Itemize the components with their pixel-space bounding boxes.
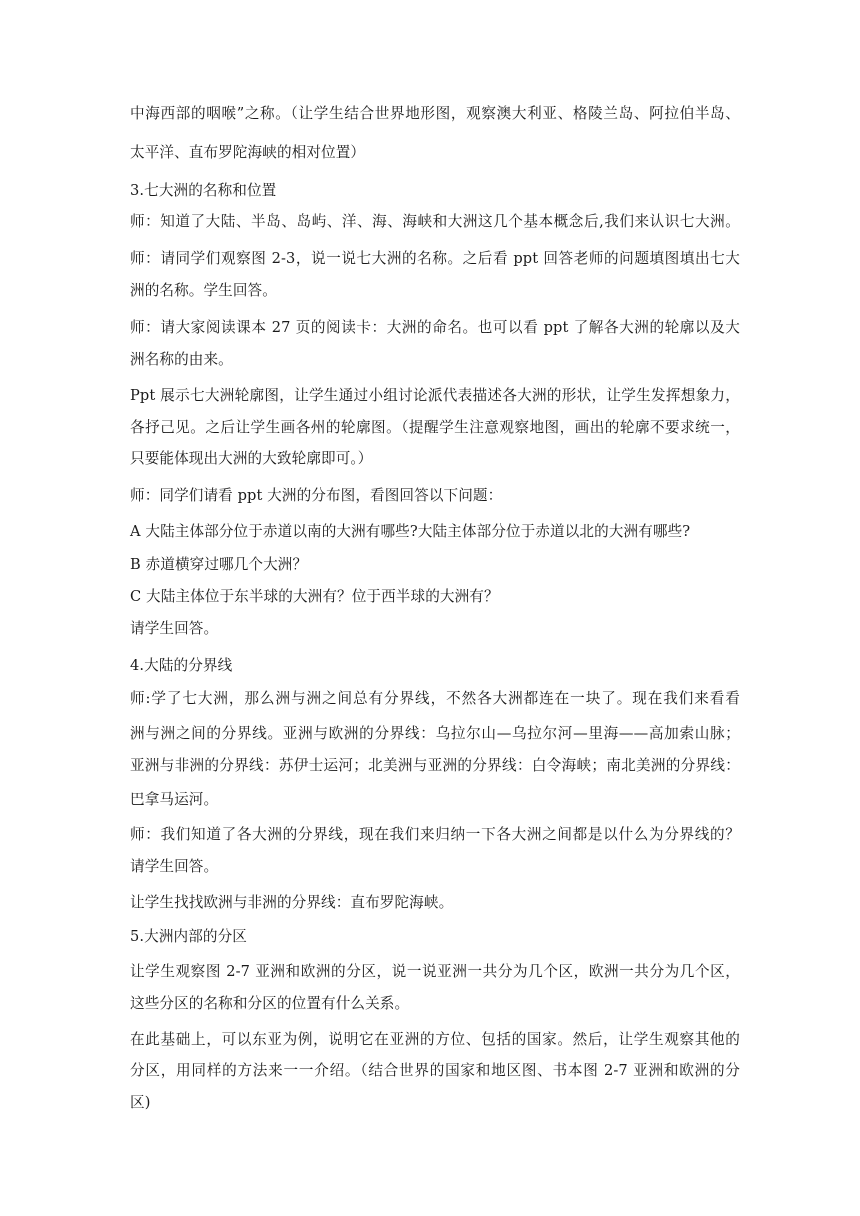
text-line: 各抒己见。之后让学生画各州的轮廓图。（提醒学生注意观察地图，画出的轮廓不要求统一， (130, 419, 740, 436)
text-line: 中海西部的咽喉”之称。（让学生结合世界地形图，观察澳大利亚、格陵兰岛、阿拉伯半岛、 (130, 105, 740, 122)
text-line: 太平洋、直布罗陀海峡的相对位置） (130, 144, 366, 161)
question-b: B 赤道横穿过哪几个大洲？ (130, 556, 308, 573)
text-line: 师：请大家阅读课本 27 页的阅读卡：大洲的命名。也可以看 ppt 了解各大洲的轮廓以及大 (130, 319, 740, 336)
text-line: 师：请同学们观察图 2-3，说一说七大洲的名称。之后看 ppt 回答老师的问题填图填出七大 (130, 250, 740, 267)
question-c: C 大陆主体位于东半球的大洲有？位于西半球的大洲有？ (130, 588, 499, 605)
question-a: A 大陆主体部分位于赤道以南的大洲有哪些?大陆主体部分位于赤道以北的大洲有哪些? (130, 523, 691, 540)
section-heading: 3.七大洲的名称和位置 (130, 182, 277, 199)
text-line: 师：我们知道了各大洲的分界线，现在我们来归纳一下各大洲之间都是以什么为分界线的？ (130, 826, 740, 843)
text-line: 请学生回答。 (130, 620, 219, 637)
text-line: 师:学了七大洲，那么洲与洲之间总有分界线，不然各大洲都连在一块了。现在我们来看看 (130, 690, 740, 707)
section-heading: 4.大陆的分界线 (130, 657, 233, 674)
text-line: 师：知道了大陆、半岛、岛屿、洋、海、海峡和大洲这几个基本概念后,我们来认识七大洲。 (130, 213, 740, 230)
text-line: Ppt 展示七大洲轮廓图，让学生通过小组讨论派代表描述各大洲的形状，让学生发挥想象力， (130, 387, 740, 404)
text-line: 亚洲与非洲的分界线：苏伊士运河；北美洲与亚洲的分界线：白令海峡；南北美洲的分界线： (130, 757, 740, 774)
text-line: 师：同学们请看 ppt 大洲的分布图，看图回答以下问题： (130, 487, 503, 504)
text-line: 洲与洲之间的分界线。亚洲与欧洲的分界线：乌拉尔山—乌拉尔河—里海——高加索山脉； (130, 725, 740, 742)
text-line: 只要能体现出大洲的大致轮廓即可。） (130, 450, 373, 467)
text-line: 请学生回答。 (130, 858, 219, 875)
text-line: 洲名称的由来。 (130, 351, 233, 368)
section-heading: 5.大洲内部的分区 (130, 928, 247, 945)
text-line: 这些分区的名称和分区的位置有什么关系。 (130, 995, 410, 1012)
text-line: 巴拿马运河。 (130, 791, 219, 808)
text-line: 区) (130, 1094, 151, 1111)
text-line: 洲的名称。学生回答。 (130, 282, 277, 299)
text-line: 在此基础上，可以东亚为例，说明它在亚洲的方位、包括的国家。然后，让学生观察其他的 (130, 1031, 740, 1048)
text-line: 让学生观察图 2-7 亚洲和欧洲的分区，说一说亚洲一共分为几个区，欧洲一共分为几个区， (130, 963, 740, 980)
text-line: 让学生找找欧洲与非洲的分界线：直布罗陀海峡。 (130, 894, 454, 911)
text-line: 分区，用同样的方法来一一介绍。（结合世界的国家和地区图、书本图 2-7 亚洲和欧洲的分 (130, 1062, 740, 1079)
